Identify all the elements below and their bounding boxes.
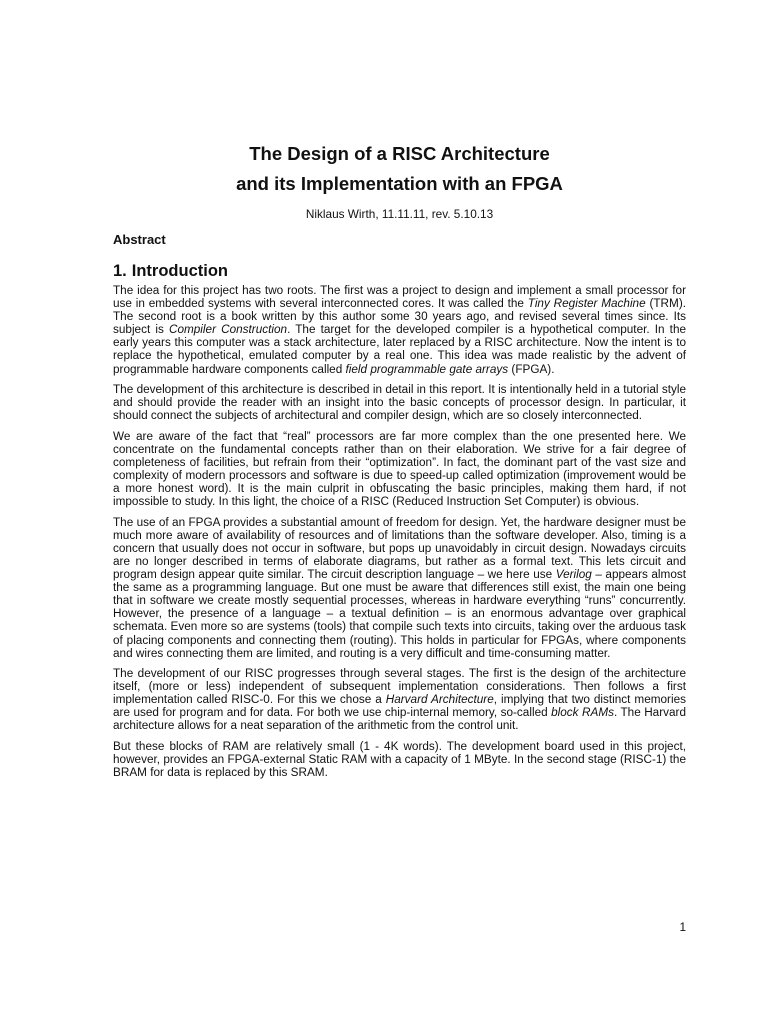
body-paragraph: [113, 284, 686, 376]
body-paragraph: [113, 740, 686, 779]
paragraph-text: (FPGA).: [508, 362, 555, 376]
paragraph-text: The use of an FPGA provides a substantial amount of freedom for design. Yet, the hardware designer must be much more aware of availability of resources and of limitations than the software developer. Also, timing is a concern that usually does not occur in software, but pops up unavoidably in circuit design. Nowadays circuits are no longer described in terms of elaborate diagrams, but rather as a formal text. This lets circuit and program design appear quite similar. The circuit description language – we here use: [113, 515, 686, 582]
section-number: 1.: [113, 262, 127, 280]
emphasized-term: Harvard Architecture: [385, 693, 494, 707]
paragraph-text: – appears almost the same as a programming language. But one must be aware that differences still exist, the main one being that in software we create mostly sequential processes, whereas in hardware everything “runs” concurrently. However, the presence of a language – a textual definition – is an enormous advantage over graphical schemata. Even more so are systems (tools) that compile such texts into circuits, taking over the arduous task of placing components and connecting them (routing). This holds in particular for FPGAs, where components and wires connecting them are limited, and routing is a very difficult and time-consuming matter.: [113, 568, 686, 660]
document-page: [113, 0, 686, 1024]
paragraph-text: The development of our RISC progresses through several stages. The first is the design of the architecture itself, (more or less) independent of subsequent implementation considerations. Then follows a first implementation called RISC-0. For this we chose a: [113, 667, 686, 707]
abstract-heading: Abstract: [113, 232, 166, 247]
emphasized-term: field programmable gate arrays: [345, 362, 509, 376]
paragraph-text: The development of this architecture is described in detail in this report. It is intentionally held in a tutorial style and should provide the reader with an insight into the basic concepts of processor design. In particular, it should connect the subjects of architectural and compiler design, which are so closely interconnected.: [113, 383, 686, 423]
paragraph-text: . The Harvard architecture allows for a neat separation of the arithmetic from the control unit.: [113, 706, 686, 733]
author-line: Niklaus Wirth, 11.11.11, rev. 5.10.13: [305, 207, 494, 221]
body-paragraph: [113, 383, 686, 422]
paragraph-text: The idea for this project has two roots. The first was a project to design and implement a small processor for use in embedded systems with several interconnected cores. It was called the: [113, 284, 686, 311]
paper-title-line-2: and its Implementation with an FPGA: [236, 173, 563, 194]
paragraph-text: . The target for the developed compiler is a hypothetical computer. In the early years this computer was a stack architecture, later replaced by a RISC architecture. Now the intent is to replace the hypothetical, emulated computer by a real one. This idea was made realistic by the advent of programmable hardware components called: [113, 323, 687, 376]
paragraph-text: But these blocks of RAM are relatively small (1 - 4K words). The development board used in this project, however, provides an FPGA-external Static RAM with a capacity of 1 MByte. In the second stage (RISC-1) the BRAM for data is replaced by this SRAM.: [113, 739, 686, 780]
paragraph-text: , implying that two distinct memories are used for program and for data. For both we use chip-internal memory, so-called: [113, 693, 686, 720]
emphasized-term: block RAMs: [551, 706, 614, 720]
paragraph-text: We are aware of the fact that “real” processors are far more complex than the one presented here. We concentrate on the fundamental concepts rather than on their elaboration. We strive for a fair degree of completeness of facilities, but refrain from their “optimization”. In fact, the dominant part of the vast size and complexity of modern processors and software is due to speed-up called optimization (improvement would be a more honest word). It is the main culprit in obfuscating the basic principles, making them hard, if not impossible to study. In this light, the choice of a RISC (Reduced Instruction Set Computer) is obvious.: [113, 429, 686, 509]
paper-title-line-1: The Design of a RISC Architecture: [249, 143, 550, 164]
section-title: Introduction: [131, 262, 228, 280]
emphasized-term: Compiler Construction: [168, 323, 288, 337]
body-paragraph: [113, 430, 686, 509]
paragraph-text: (TRM). The second root is a book written by this author some 30 years ago, and revised several times since. Its subject is: [113, 297, 686, 337]
emphasized-term: Tiny Register Machine: [527, 297, 646, 311]
emphasized-term: Verilog: [555, 568, 592, 582]
body-paragraph: [113, 667, 686, 732]
body-text: [113, 284, 686, 787]
section-heading: [113, 261, 228, 281]
body-paragraph: [113, 516, 686, 660]
page-number: 1: [679, 920, 686, 934]
